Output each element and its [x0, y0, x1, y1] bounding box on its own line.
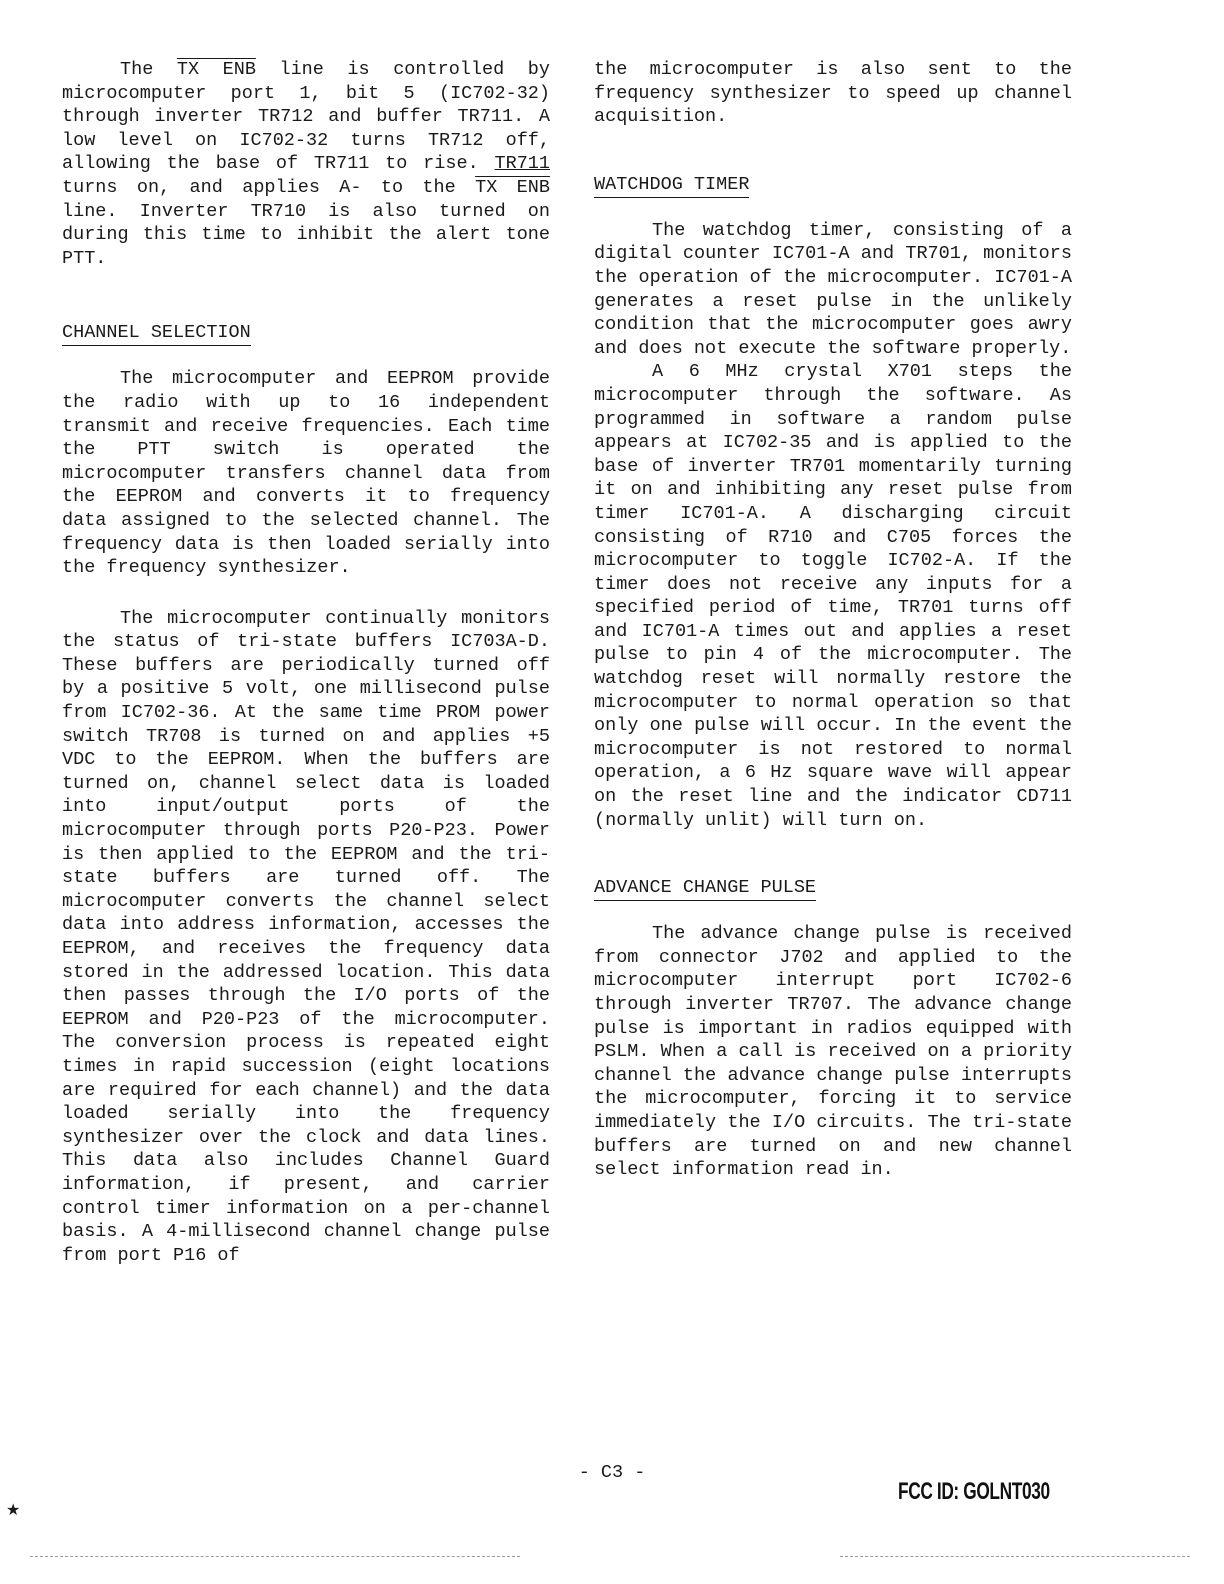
watchdog-timer-heading: WATCHDOG TIMER [594, 174, 749, 198]
continuation-paragraph: the microcomputer is also sent to the frequency synthesizer to speed up channel acquisition. [594, 59, 1072, 128]
scan-artifact-line-left [30, 1556, 520, 1557]
page-number: - C3 - [578, 1462, 646, 1483]
right-column [594, 58, 1072, 1182]
scan-artifact-line-right [840, 1556, 1190, 1557]
watchdog-paragraph-1: The watchdog timer, consisting of a digital counter IC701-A and TR701, monitors the operation of the microcomputer. IC701-A generates a reset pulse in the unlikely condition that the microcomputer goes awry and does not execute the software properly. [594, 219, 1072, 359]
intro-text-part-3: line. Inverter TR710 is also turned on during this time to inhibit the alert tone PTT. [62, 200, 550, 269]
fcc-id-stamp: FCC ID: GOLNT030 [898, 1478, 1050, 1505]
advance-change-pulse-paragraph: The advance change pulse is received from connector J702 and applied to the microcomputer interrupt port IC702-6 through inverter TR707. The advance change pulse is important in radios equipped with PSLM. When a call is received on a priority channel the advance change pulse interrupts the microcomputer, forcing it to service immediately the I/O circuits. The tri-state buffers are turned on and new channel select information read in. [594, 923, 1072, 1181]
left-column [62, 58, 550, 1267]
margin-star-mark: ★ [6, 1500, 21, 1519]
intro-text-lead: The [120, 59, 177, 80]
tx-enb-signal-second: TX ENB [475, 176, 550, 198]
tx-enb-signal: TX ENB [176, 59, 256, 80]
channel-selection-paragraph-2: The microcomputer continually monitors the status of tri-state buffers IC703A-D. These buffers are periodically turned off by a positive 5 volt, one millisecond pulse from IC702-36. At the same time PROM power switch TR708 is turned on and applies +5 VDC to the EEPROM. When the buffers are turned on, channel select data is loaded into input/output ports of the microcomputer through ports P20-P23. Power is then applied to the EEPROM and the tri-state buffers are turned off. The microcomputer converts the channel select data into address information, accesses the EEPROM, and receives the frequency data stored in the addressed location. This data then passes through the I/O ports of the EEPROM and P20-P23 of the microcomputer. The conversion process is repeated eight times in rapid succession (eight locations are required for each channel) and the data loaded serially into the frequency synthesizer over the clock and data lines. This data also includes Channel Guard information, if present, and carrier control timer information on a per-channel basis. A 4-millisecond channel change pulse from port P16 of [62, 607, 550, 1266]
channel-selection-heading: CHANNEL SELECTION [62, 322, 251, 346]
channel-selection-paragraph-1: The microcomputer and EEPROM provide the radio with up to 16 independent transmit and receive frequencies. Each time the PTT switch is operated the microcomputer transfers channel data from the EEPROM and converts it to frequency data assigned to the selected channel. The frequency data is then loaded serially into the frequency synthesizer. [62, 368, 550, 579]
intro-text-part-1: line is controlled by microcomputer port 1, bit 5 (IC702-32) through inverter TR712 and buffer TR711. A low level on IC702-32 turns TR712 off, allowing the base of TR711 to rise. [62, 59, 550, 175]
advance-change-pulse-heading: ADVANCE CHANGE PULSE [594, 877, 816, 901]
intro-text-part-2: turns on, and applies A- to the [62, 176, 476, 198]
tr711-underlined: TR711 [494, 153, 550, 175]
tx-enb-paragraph [62, 58, 550, 270]
watchdog-paragraph-2: A 6 MHz crystal X701 steps the microcomputer through the software. As programmed in software a random pulse appears at IC702-35 and is applied to the base of inverter TR701 momentarily turning it on and inhibiting any reset pulse from timer IC701-A. A discharging circuit consisting of R710 and C705 forces the microcomputer to toggle IC702-A. If the timer does not receive any inputs for a specified period of time, TR701 turns off and IC701-A times out and applies a reset pulse to pin 4 of the microcomputer. The watchdog reset will normally restore the microcomputer to normal operation so that only one pulse will occur. In the event the microcomputer is not restored to normal operation, a 6 Hz square wave will appear on the reset line and the indicator CD711 (normally unlit) will turn on. [594, 361, 1072, 831]
